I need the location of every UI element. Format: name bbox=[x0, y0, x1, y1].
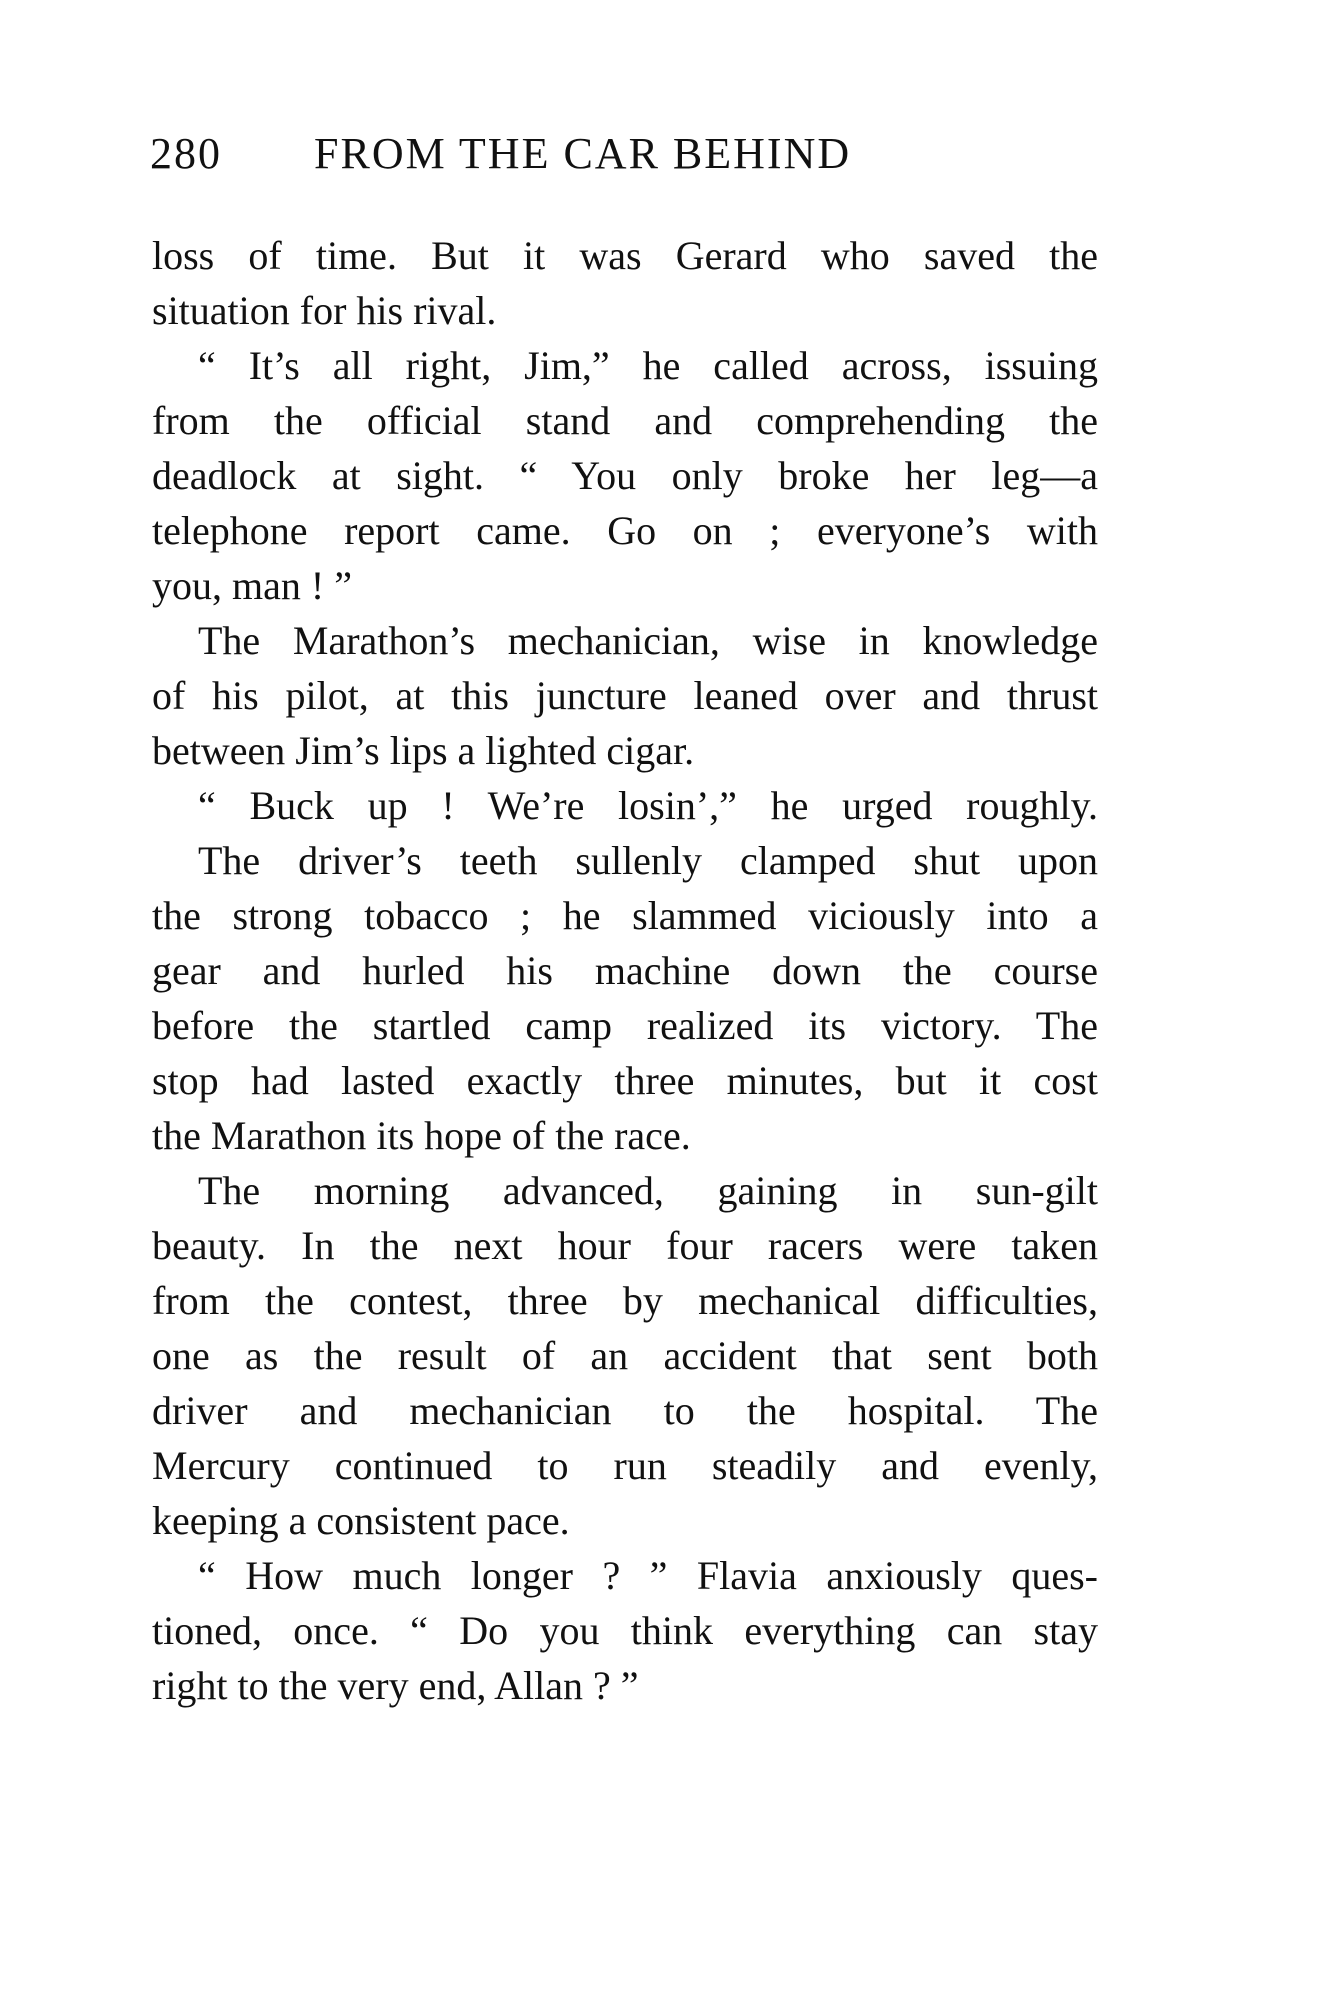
text-line: the Marathon its hope of the race. bbox=[152, 1113, 691, 1158]
text-line: from the official stand and comprehending the bbox=[152, 398, 1098, 443]
text-line: of his pilot, at this juncture leaned over and thrust bbox=[152, 673, 1098, 718]
body-text bbox=[152, 228, 1098, 1713]
text-line: from the contest, three by mechanical difficulties, bbox=[152, 1278, 1098, 1323]
text-line: tioned, once. “ Do you think everything can stay bbox=[152, 1608, 1098, 1653]
text-line: “ Buck up ! We’re losin’,” he urged roughly. bbox=[198, 783, 1098, 828]
text-line: between Jim’s lips a lighted cigar. bbox=[152, 728, 695, 773]
text-line: The morning advanced, gaining in sun-gilt bbox=[198, 1168, 1098, 1213]
text-line: before the startled camp realized its victory. The bbox=[152, 1003, 1098, 1048]
text-line: gear and hurled his machine down the course bbox=[152, 948, 1098, 993]
text-line: situation for his rival. bbox=[152, 288, 497, 333]
running-title: FROM THE CAR BEHIND bbox=[314, 129, 852, 178]
text-line: The Marathon’s mechanician, wise in knowledge bbox=[198, 618, 1098, 663]
text-line: “ It’s all right, Jim,” he called across, issuing bbox=[198, 343, 1098, 388]
text-line: The driver’s teeth sullenly clamped shut upon bbox=[198, 838, 1098, 883]
text-line: you, man ! ” bbox=[152, 563, 352, 608]
text-line: deadlock at sight. “ You only broke her leg—a bbox=[152, 453, 1098, 498]
text-line: one as the result of an accident that sent both bbox=[152, 1333, 1098, 1378]
text-line: Mercury continued to run steadily and evenly, bbox=[152, 1443, 1098, 1488]
page-header bbox=[150, 128, 1100, 188]
text-line: driver and mechanician to the hospital. The bbox=[152, 1388, 1098, 1433]
text-line: “ How much longer ? ” Flavia anxiously ques- bbox=[198, 1553, 1098, 1598]
text-line: loss of time. But it was Gerard who saved the bbox=[152, 233, 1098, 278]
text-line: telephone report came. Go on ; everyone’s with bbox=[152, 508, 1098, 553]
text-line: stop had lasted exactly three minutes, but it cost bbox=[152, 1058, 1098, 1103]
text-line: keeping a consistent pace. bbox=[152, 1498, 570, 1543]
text-line: beauty. In the next hour four racers were taken bbox=[152, 1223, 1098, 1268]
text-line: right to the very end, Allan ? ” bbox=[152, 1663, 639, 1708]
page-number: 280 bbox=[150, 129, 222, 178]
text-line: the strong tobacco ; he slammed viciously into a bbox=[152, 893, 1098, 938]
